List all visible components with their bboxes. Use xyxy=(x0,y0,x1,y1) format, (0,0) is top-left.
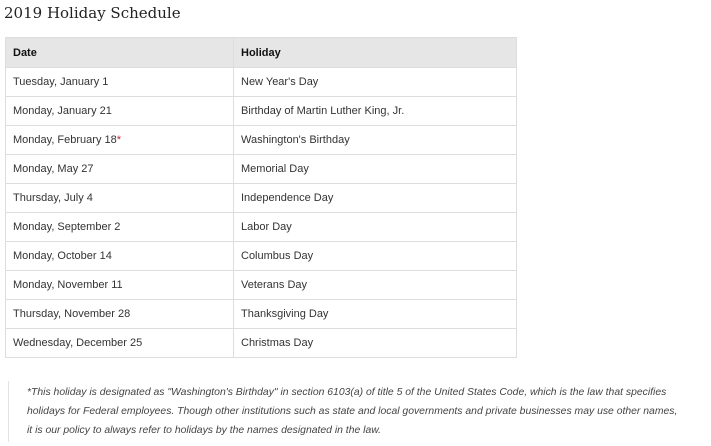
table-row xyxy=(6,126,517,155)
date-text: Monday, February 18 xyxy=(13,134,117,146)
table-header-row xyxy=(6,38,517,68)
date-cell xyxy=(6,300,234,329)
holiday-cell: Columbus Day xyxy=(234,242,517,271)
footnote xyxy=(8,381,711,442)
date-text: Thursday, November 28 xyxy=(13,308,131,320)
holiday-cell: New Year's Day xyxy=(234,68,517,97)
holiday-cell: Memorial Day xyxy=(234,155,517,184)
table-row xyxy=(6,68,517,97)
date-cell xyxy=(6,155,234,184)
date-text: Monday, November 11 xyxy=(13,279,123,291)
table-row xyxy=(6,184,517,213)
table-row xyxy=(6,155,517,184)
date-cell xyxy=(6,242,234,271)
holiday-cell: Thanksgiving Day xyxy=(234,300,517,329)
table-row xyxy=(6,213,517,242)
table-row xyxy=(6,300,517,329)
date-cell xyxy=(6,97,234,126)
table-row xyxy=(6,242,517,271)
footnote-line: *This holiday is designated as "Washington's Birthday" in section 6103(a) of title 5 of the United States Code, which is the law that specifies xyxy=(27,387,667,398)
table-row xyxy=(6,97,517,126)
date-cell xyxy=(6,213,234,242)
date-text: Monday, January 21 xyxy=(13,105,112,117)
date-cell xyxy=(6,184,234,213)
date-text: Wednesday, December 25 xyxy=(13,337,143,349)
date-text: Tuesday, January 1 xyxy=(13,76,109,88)
holiday-cell: Washington's Birthday xyxy=(234,126,517,155)
footnote-line: it is our policy to always refer to holidays by the names designated in the law. xyxy=(27,425,382,436)
date-cell xyxy=(6,271,234,300)
holiday-schedule-table xyxy=(5,37,517,358)
date-cell xyxy=(6,126,234,155)
holiday-column-header: Holiday xyxy=(234,38,517,68)
table-row xyxy=(6,271,517,300)
holiday-cell: Birthday of Martin Luther King, Jr. xyxy=(234,97,517,126)
date-column-header: Date xyxy=(6,38,234,68)
holiday-cell: Independence Day xyxy=(234,184,517,213)
page-title: 2019 Holiday Schedule xyxy=(4,4,181,22)
date-text: Monday, September 2 xyxy=(13,221,121,233)
table-row xyxy=(6,329,517,358)
holiday-cell: Veterans Day xyxy=(234,271,517,300)
date-text: Thursday, July 4 xyxy=(13,192,93,204)
date-text: Monday, October 14 xyxy=(13,250,112,262)
date-cell xyxy=(6,329,234,358)
date-text: Monday, May 27 xyxy=(13,163,94,175)
holiday-cell: Labor Day xyxy=(234,213,517,242)
asterisk-marker: * xyxy=(116,134,122,146)
holiday-cell: Christmas Day xyxy=(234,329,517,358)
footnote-line: holidays for Federal employees. Though other institutions such as state and local governments and private businesses may use other names, xyxy=(27,406,678,417)
date-cell xyxy=(6,68,234,97)
